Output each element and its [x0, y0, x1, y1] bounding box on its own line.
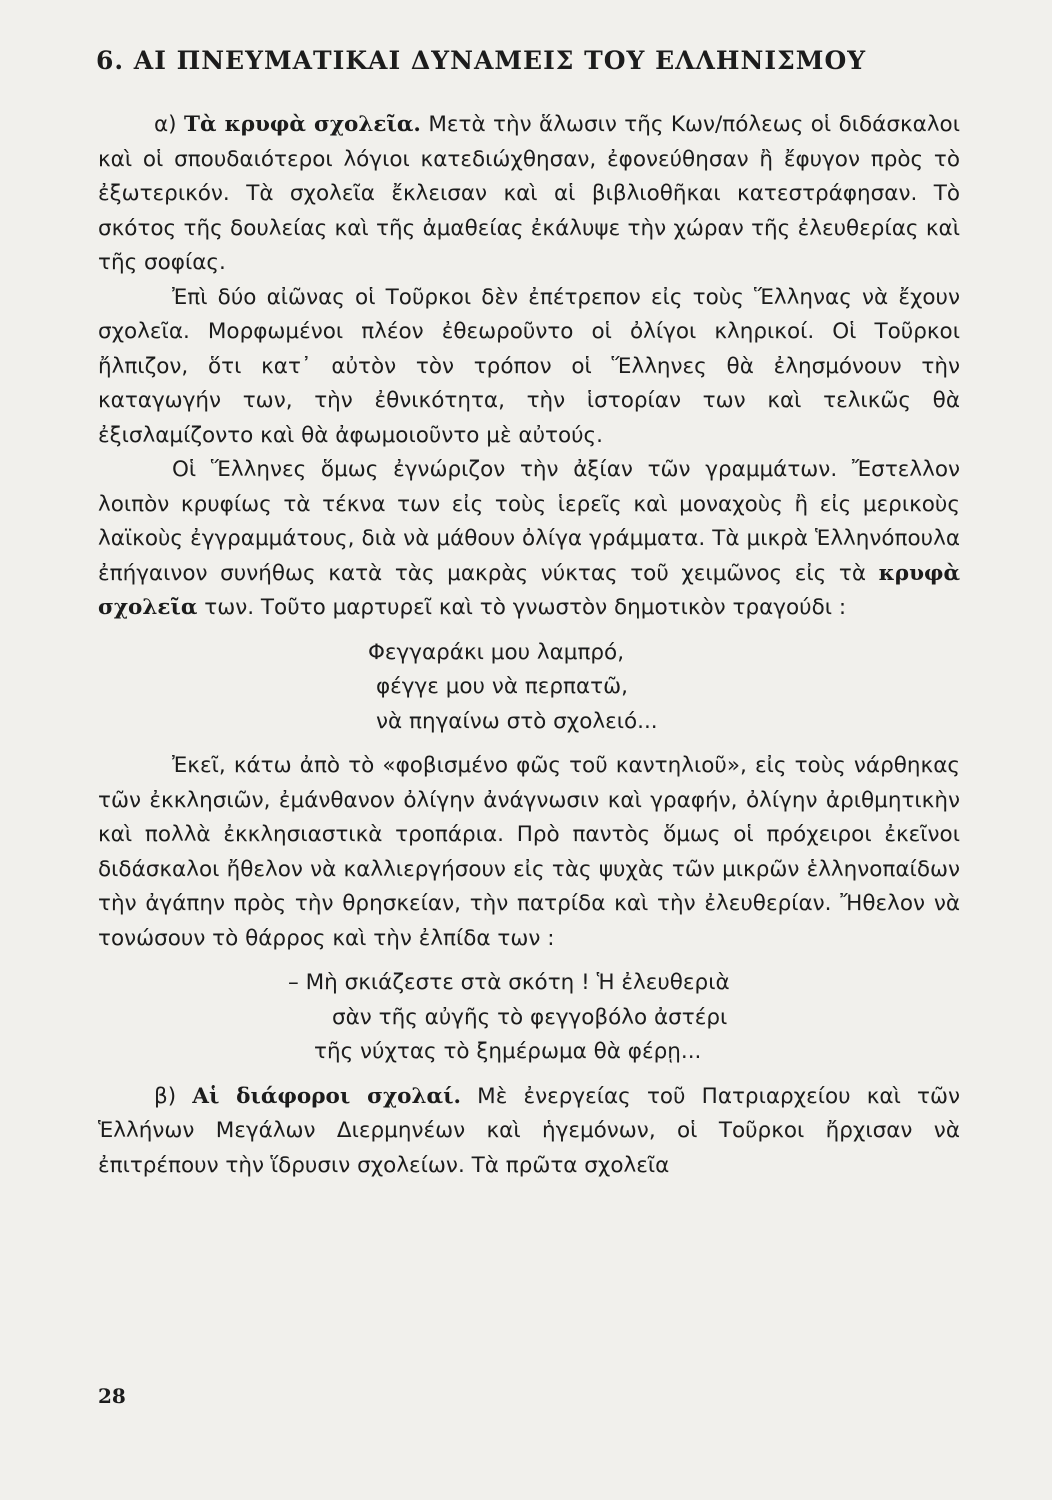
section-a-label: α) [154, 112, 177, 137]
paragraph-3-before: Οἱ Ἕλληνες ὅμως ἐγνώριζον τὴν ἀξίαν τῶν γραμμάτων. Ἔστελλον λοιπὸν κρυφίως τὰ τέκνα των εἰς τοὺς ἱερεῖς καὶ μοναχοὺς ἢ εἰς μερικοὺς λαϊκοὺς ἐγγραμμάτους, διὰ νὰ μάθουν ὀλίγα γράμματα. Τὰ μικρὰ Ἑλληνόπουλα ἐπήγαινον συνήθως κατὰ τὰς μακρὰς νύκτας τοῦ χειμῶνος εἰς τὰ [98, 457, 960, 586]
chapter-heading: 6. ΑΙ ΠΝΕΥΜΑΤΙΚΑΙ ΔΥΝΑΜΕΙΣ ΤΟΥ ΕΛΛΗΝΙΣΜΟΥ [96, 46, 867, 75]
verse-line: νὰ πηγαίνω στὸ σχολειό... [376, 708, 658, 734]
body-text [98, 108, 960, 1183]
paragraph-3-bold: κρυφὰ σχολεῖα [98, 560, 960, 620]
paragraph-3 [98, 453, 960, 626]
verse-line: σὰν τῆς αὐγῆς τὸ φεγγοβόλο ἀστέρι [332, 1004, 728, 1030]
folk-song-verse [98, 636, 960, 740]
section-a-title: Τὰ κρυφὰ σχολεῖα. [183, 112, 421, 137]
section-a-text: Μετὰ τὴν ἅλωσιν τῆς Κων/πόλεως οἱ διδάσκαλοι καὶ οἱ σπουδαιότεροι λόγιοι κατεδιώχθησαν, ἐφονεύθησαν ἢ ἔφυγον πρὸς τὸ ἐξωτερικόν. Τὰ σχολεῖα ἔκλεισαν καὶ αἱ βιβλιοθῆκαι κατεστράφησαν. Τὸ σκότος τῆς δουλείας καὶ τῆς ἀμαθείας ἐκάλυψε τὴν χώραν τῆς ἐλευθερίας καὶ τῆς σοφίας. [98, 112, 960, 275]
paragraph-section-b [98, 1080, 960, 1184]
verse-line: φέγγε μου νὰ περπατῶ, [376, 674, 628, 699]
section-b-label: β) [154, 1083, 177, 1109]
verse-line: Φεγγαράκι μου λαμπρό, [368, 639, 625, 665]
verse-line: – Μὴ σκιάζεστε στὰ σκότη ! Ἡ ἐλευθεριὰ [288, 970, 730, 995]
paragraph-section-a [98, 108, 960, 281]
paragraph-3-after: των. Τοῦτο μαρτυρεῖ καὶ τὸ γνωστὸν δημοτικὸν τραγούδι : [204, 595, 847, 620]
paragraph-4: Ἐκεῖ, κάτω ἀπὸ τὸ «φοβισμένο φῶς τοῦ καντηλιοῦ», εἰς τοὺς νάρθηκας τῶν ἐκκλησιῶν, ἐμάνθανον ὀλίγην ἀνάγνωσιν καὶ γραφήν, ὀλίγην ἀριθμητικὴν καὶ πολλὰ ἐκκλησιαστικὰ τροπάρια. Πρὸ παντὸς ὅμως οἱ πρόχειροι ἐκεῖνοι διδάσκαλοι ἤθελον νὰ καλλιεργήσουν εἰς τὰς ψυχὰς τῶν μικρῶν ἑλληνοπαίδων τὴν ἀγάπην πρὸς τὴν θρησκείαν, τὴν πατρίδα καὶ τὴν ἐλευθερίαν. Ἤθελον νὰ τονώσουν τὸ θάρρος καὶ τὴν ἐλπίδα των : [98, 753, 960, 951]
poem-verse [98, 966, 960, 1070]
verse-line: τῆς νύχτας τὸ ξημέρωμα θὰ φέρῃ... [314, 1039, 702, 1064]
section-b-text: Μὲ ἐνεργείας τοῦ Πατριαρχείου καὶ τῶν Ἑλλήνων Μεγάλων Διερμηνέων καὶ ἡγεμόνων, οἱ Τοῦρκοι ἤρχισαν νὰ ἐπιτρέπουν τὴν ἵδρυσιν σχολείων. Τὰ πρῶτα σχολεῖα [98, 1083, 960, 1178]
paragraph-2: Ἐπὶ δύο αἰῶνας οἱ Τοῦρκοι δὲν ἐπέτρεπον εἰς τοὺς Ἕλληνας νὰ ἔχουν σχολεῖα. Μορφωμένοι πλέον ἐθεωροῦντο οἱ ὀλίγοι κληρικοί. Οἱ Τοῦρκοι ἤλπιζον, ὅτι κατ᾽ αὐτὸν τὸν τρόπον οἱ Ἕλληνες θὰ ἐλησμόνουν τὴν καταγωγήν των, τὴν ἐθνικότητα, τὴν ἱστορίαν των καὶ τελικῶς θὰ ἐξισλαμίζοντο καὶ θὰ ἀφωμοιοῦντο μὲ αὐτούς. [98, 284, 960, 448]
page-number: 28 [98, 1384, 126, 1408]
section-b-title: Αἱ διάφοροι σχολαί. [192, 1083, 461, 1109]
